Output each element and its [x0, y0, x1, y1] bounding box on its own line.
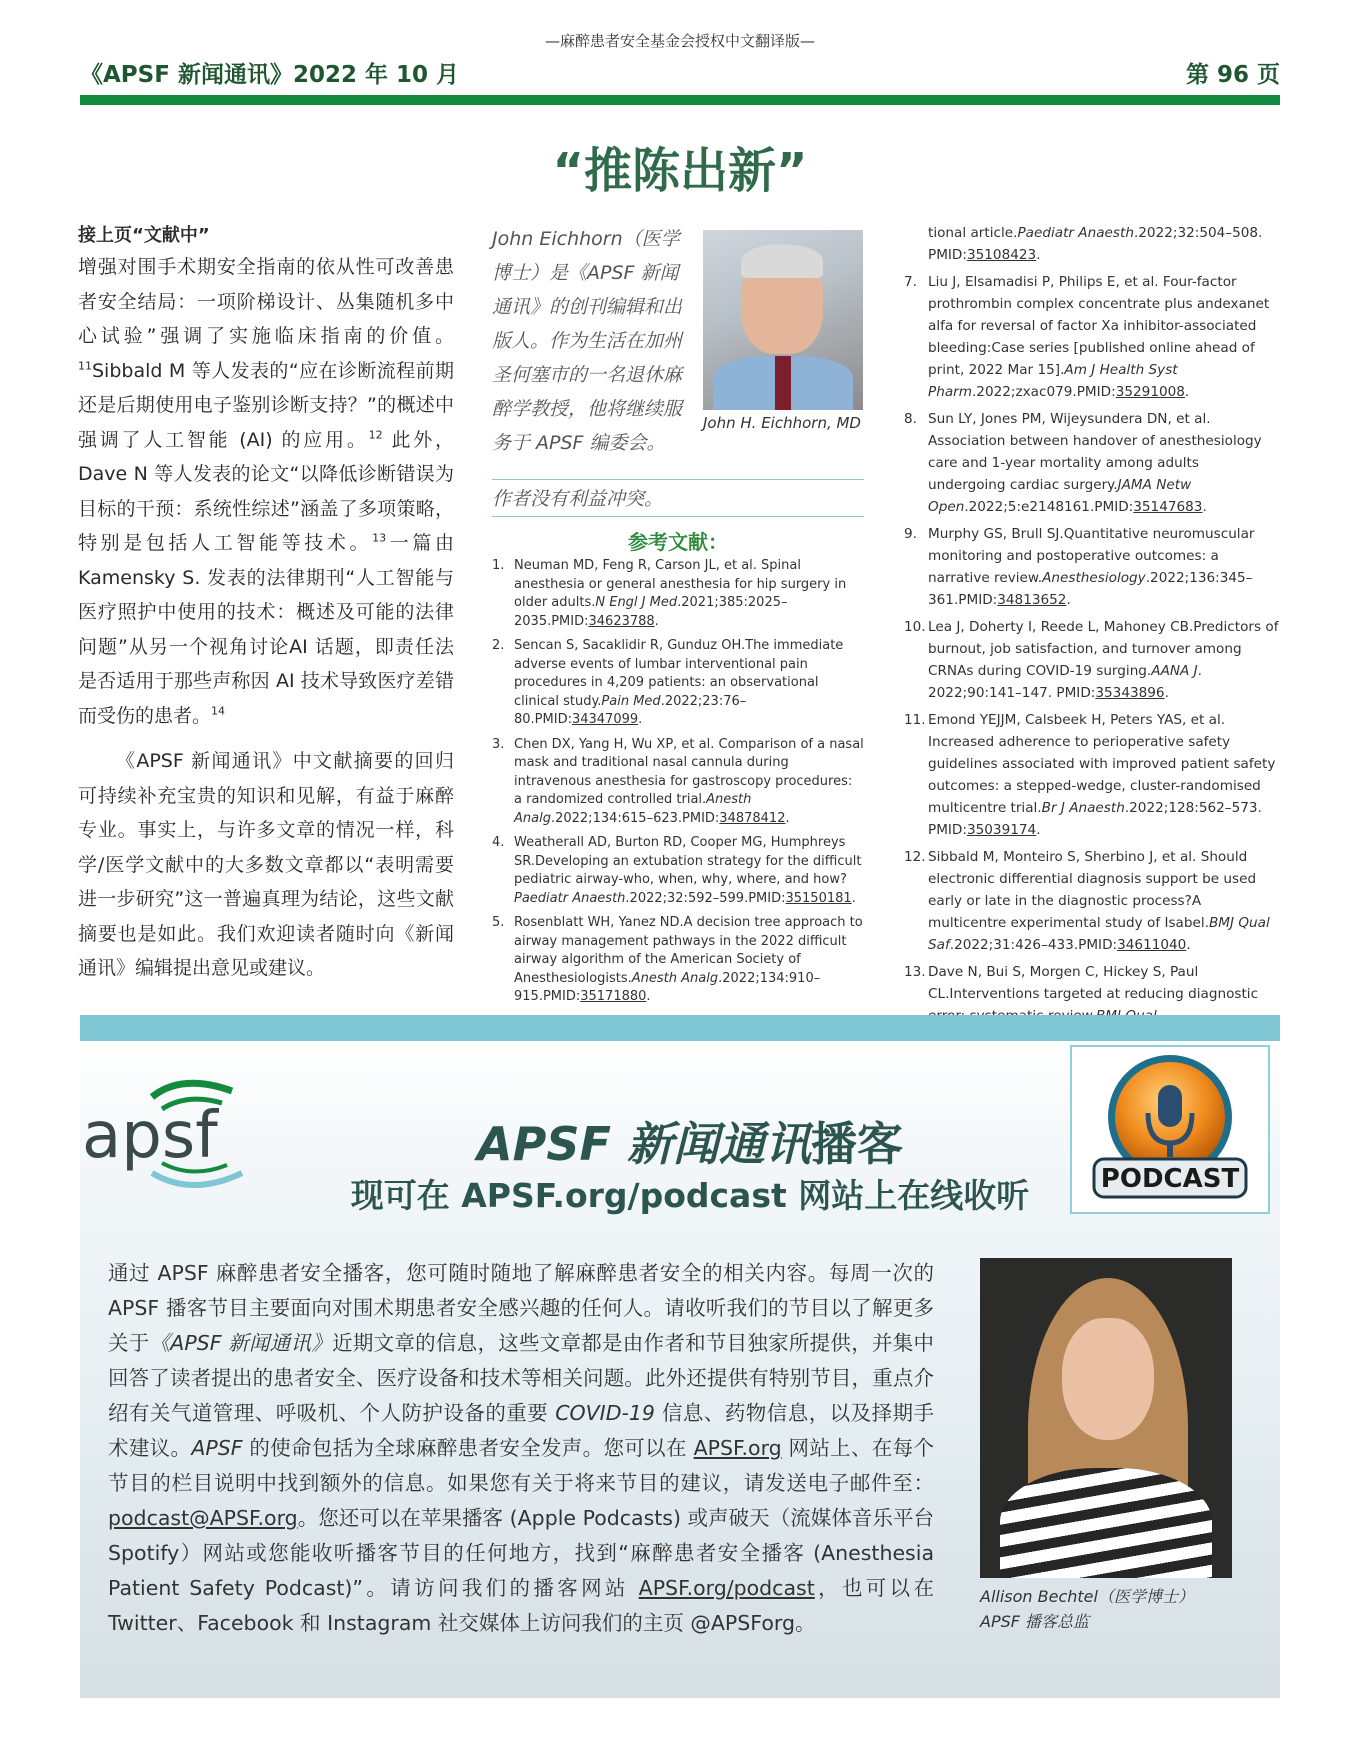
reference-number: 10.: [904, 619, 926, 635]
text-run: 通过 APSF 麻醉患者安全播客，您可随时随地了解麻醉患者安全的相关内容。每周一次的 APSF 播客节目主要面向对围术期患者安全感兴趣的任何人。请收听我们的节目以了解更多关于: [108, 1261, 934, 1355]
reference-text: Liu J, Elsamadisi P, Philips E, et al. Four-factor prothrombin complex concentrate plus andexanet alfa for reversal of factor Xa inhibitor-associated bleeding:Case series [published online ahead of print, 2022 Mar 15].: [928, 274, 1270, 378]
reference-pmid-link[interactable]: 35039174: [966, 822, 1037, 838]
reference-citation: .2021;385:2025–2035.PMID:: [514, 595, 788, 629]
reference-item: [904, 616, 1280, 704]
podcast-subtitle: 现可在 APSF.org/podcast 网站上在线收听: [350, 1176, 1030, 1215]
reference-text: Sun LY, Jones PM, Wijeysundera DN, et al. Association between handover of anesthesiology care and 1-year mortality among adults undergoing cardiac surgery.: [928, 411, 1262, 493]
reference-item: [492, 914, 864, 1007]
reference-pmid-link[interactable]: 34623788: [588, 613, 655, 629]
text-run: COVID-19: [555, 1401, 655, 1425]
reference-citation: .2022;5:e2148161.PMID:: [964, 499, 1134, 515]
reference-number: 12.: [904, 849, 926, 865]
author-photo: [703, 230, 863, 410]
reference-end: .: [1036, 822, 1041, 838]
text-run: 增强对围手术期安全指南的依从性可改善患者安全结局：一项阶梯设计、丛集随机多中心试验”强调了实施临床指南的价值。: [78, 256, 454, 347]
header-rule: [80, 95, 1280, 105]
reference-text: Dave N, Bui S, Morgen C, Hickey S, Paul CL.Interventions targeted at reducing diagnostic: [928, 964, 1259, 1002]
podcast-email-link[interactable]: podcast@APSF.org: [108, 1506, 298, 1530]
paragraph: 《APSF 新闻通讯》中文献摘要的回归可持续补充宝贵的知识和见解，有益于麻醉专业。事实上，与许多文章的情况一样，科学/医学文献中的大多数文章都以“表明需要进一步研究”这一普遍真理为结论，这些文献摘要也是如此。我们欢迎读者随时向《新闻通讯》编辑提出意见或建议。: [78, 750, 454, 979]
citation-ref: 12: [368, 428, 383, 442]
reference-pmid-link[interactable]: 35147683: [1133, 499, 1203, 515]
section-divider-bar: [80, 1015, 1280, 1041]
text-run: Sibbald M 等人发表的“应在诊断流程前期还是后期使用电子鉴别诊断支持？”的概述中强调了人工智能 (AI) 的应用。: [78, 359, 454, 451]
reference-journal: Br J Anaesth: [1041, 800, 1125, 816]
reference-item: [904, 271, 1280, 403]
reference-citation: .2022;32:592–599.PMID:: [625, 890, 786, 906]
reference-journal: Paediatr Anaesth: [1017, 225, 1134, 241]
reference-text: tional article.: [928, 225, 1018, 241]
reference-item: [904, 709, 1280, 841]
reference-citation: .2022;31:426–433.PMID:: [949, 937, 1118, 953]
reference-pmid-link[interactable]: 35150181: [785, 890, 852, 906]
reference-end: .: [1184, 384, 1190, 400]
reference-journal: Am J Health Syst Pharm: [928, 362, 1178, 400]
reference-item: [904, 846, 1280, 956]
reference-journal: N Engl J Med: [595, 595, 678, 610]
reference-end: .: [1202, 499, 1207, 515]
divider: [492, 479, 864, 480]
article-title: “推陈出新”: [552, 143, 808, 199]
reference-pmid-link[interactable]: 35343896: [1095, 685, 1165, 701]
reference-item: [904, 523, 1280, 611]
reference-pmid-link[interactable]: 35291008: [1115, 384, 1185, 400]
reference-journal: Pain Med: [601, 693, 661, 709]
reference-number: 11.: [904, 712, 926, 728]
podcast-icon-label: PODCAST: [1100, 1164, 1240, 1194]
reference-text: Emond YEJJM, Calsbeek H, Peters YAS, et al. Increased adherence to perioperative safety guidelines associated with improved patient safety outcomes: a stepped-wedge, cluster-randomised multicentre trial.: [928, 712, 1276, 816]
reference-journal: BMJ Qual Saf: [928, 915, 1270, 953]
article-body: [78, 222, 454, 986]
reference-item: [492, 834, 864, 908]
reference-text: Murphy GS, Brull SJ.Quantitative neuromuscular monitoring and postoperative outcomes: a narrative review.: [928, 526, 1255, 586]
reference-end: .: [1164, 685, 1169, 701]
text-run: APSF: [191, 1436, 243, 1460]
reference-number: 4.: [492, 835, 505, 850]
reference-citation: .2022;32:504–508. PMID:: [928, 225, 1263, 263]
reference-citation: .2022;23:76–80.PMID:: [514, 693, 747, 727]
host-photo: [980, 1258, 1232, 1578]
citation-ref: 11: [78, 359, 92, 373]
divider: [492, 516, 864, 517]
reference-citation: .2022;134:615–623.PMID:: [550, 810, 720, 826]
reference-text: Rosenblatt WH, Yanez ND.A decision tree approach to airway management pathways in the 2022 difficult airway algorithm of the American Society of Anesthesiologists.: [514, 915, 863, 986]
reference-journal: Anesth Analg: [631, 970, 719, 986]
reference-item: [904, 408, 1280, 518]
references-list-middle: [492, 557, 864, 1093]
text-run: 近期文章的信息，这些文章都是由作者和节目独家所提供，并集中回答了读者提出的患者安全、医疗设备和技术等相关问题。此外还提供有特别节目，重点介绍有关气道管理、呼吸机、个人防护设备的重要: [108, 1331, 934, 1425]
reference-end: .: [851, 890, 856, 906]
newsletter-issue: 《APSF 新闻通讯》2022 年 10 月: [80, 62, 459, 88]
paragraph: [78, 250, 454, 733]
text-run: 。您还可以在苹果播客 (Apple Podcasts) 或声破天（流媒体音乐平台 Spotify）网站或您能收听播客节目的任何地方，找到“麻醉患者安全播客 (Anesthesia Patient Safety Podcast)”。请访问我们的播客网站: [108, 1506, 934, 1600]
reference-citation: .2022;zxac079.PMID:: [971, 384, 1116, 400]
reference-text: Neuman MD, Feng R, Carson JL, et al. Spinal anesthesia or general anesthesia for hip surgery in older adults.: [514, 558, 847, 610]
reference-number: 3.: [492, 736, 505, 752]
references-heading: 参考文献：: [628, 530, 728, 554]
reference-end: .: [1066, 592, 1071, 608]
podcast-title: [330, 1108, 1050, 1174]
host-role: APSF 播客总监: [980, 1612, 1090, 1631]
reference-number: 2.: [492, 638, 505, 653]
podcast-site-link[interactable]: APSF.org/podcast: [638, 1576, 815, 1600]
reference-journal: JAMA Netw Open: [928, 477, 1192, 515]
podcast-title-tail: 播客: [810, 1117, 903, 1171]
reference-journal: AANA J: [1151, 663, 1198, 679]
translation-banner: —麻醉患者安全基金会授权中文翻译版—: [544, 32, 815, 50]
text-run: 的使命包括为全球麻醉患者安全发声。您可以在: [242, 1436, 694, 1460]
reference-pmid-link[interactable]: 34878412: [719, 810, 786, 826]
reference-journal: Anesthesiology: [1042, 570, 1146, 586]
reference-journal: Anesth Analg: [514, 792, 752, 826]
reference-text: Sibbald M, Monteiro S, Sherbino J, et al. Should electronic differential diagnosis support be used early or late in the diagnostic process?A multicentre experimental study of Isabel.: [928, 849, 1257, 931]
reference-text: Sencan S, Sacaklidir R, Gunduz OH.The immediate adverse events of lumbar interventional pain procedures in 4,209 patients: an observational clinical study.: [514, 638, 844, 709]
reference-citation: . 2022;90:141–147. PMID:: [928, 663, 1202, 701]
citation-ref: 13: [372, 531, 387, 545]
reference-end: .: [654, 613, 659, 629]
reference-text: Lea J, Doherty I, Reede L, Mahoney CB.Predictors of burnout, job satisfaction, and turnover among CRNAs during COVID-19 surging.: [928, 619, 1279, 679]
author-photo-caption: John H. Eichhorn, MD: [703, 414, 861, 432]
reference-number: 7.: [904, 274, 917, 290]
podcast-microphone-icon: [1070, 1045, 1270, 1214]
continued-label: 接上页“文献中”: [78, 225, 210, 246]
author-bio: John Eichhorn（医学博士）是《APSF 新闻通讯》的创刊编辑和出版人。作为生活在加州圣何塞市的一名退休麻醉学教授，他将继续服务于 APSF 编委会。: [492, 228, 683, 454]
conflict-statement: 作者没有利益冲突。: [492, 488, 664, 510]
text-run: 此外，Dave N 等人发表的论文“以降低诊断错误为目标的干预：系统性综述”涵盖了多项策略，特别是包括人工智能等技术。: [78, 428, 454, 554]
reference-pmid-link[interactable]: 34611040: [1117, 937, 1187, 953]
reference-item: [904, 222, 1280, 266]
reference-pmid-link[interactable]: 34347099: [571, 712, 639, 727]
reference-end: .: [1186, 937, 1191, 953]
reference-item: [492, 557, 864, 631]
reference-item: [492, 637, 864, 730]
page-number: 第 96 页: [1185, 62, 1280, 88]
reference-pmid-link[interactable]: 35171880: [580, 989, 647, 1004]
reference-text: Weatherall AD, Burton RD, Cooper MG, Humphreys SR.Developing an extubation strategy for the difficult pediatric airway-who, when, why, where, and how?: [514, 835, 862, 887]
text-run: 一篇由 Kamensky S. 发表的法律期刊“人工智能与医疗照护中使用的技术：概述及可能的法律问题”从另一个视角讨论AI 话题，即责任法是否适用于那些声称因 AI 技术导致医疗差错而受伤的患者。: [78, 532, 454, 727]
reference-citation: .2022;136:345–361.PMID:: [928, 570, 1253, 608]
reference-number: 9.: [904, 526, 917, 542]
host-name: Allison Bechtel（医学博士）: [980, 1587, 1194, 1606]
reference-end: .: [646, 989, 651, 1004]
reference-citation: .2022;134:910–915.PMID:: [514, 970, 821, 1004]
text-run: ，也可以在 Twitter、Facebook 和 Instagram 社交媒体上访问我们的主页 @APSForg。: [108, 1576, 935, 1635]
text-run: 网站上、在每个节目的栏目说明中找到额外的信息。如果您有关于将来节目的建议，请发送电子邮件至：: [108, 1436, 934, 1495]
apsf-logo: [82, 1075, 282, 1199]
reference-text: Chen DX, Yang H, Wu XP, et al. Comparison of a nasal mask and traditional nasal cannula during intravenous anesthesia for gastroscopy procedures: a randomized controlled trial.: [514, 736, 864, 807]
reference-number: 1.: [492, 558, 505, 573]
podcast-description: [108, 1256, 934, 1641]
references-list-right: [904, 222, 1280, 1125]
reference-number: 5.: [492, 915, 505, 930]
citation-ref: 14: [211, 704, 226, 718]
reference-pmid-link[interactable]: 34813652: [997, 592, 1067, 608]
reference-item: [492, 736, 864, 829]
reference-end: .: [1036, 247, 1041, 263]
reference-number: 13.: [904, 964, 926, 980]
apsf-logo-text: apsf: [82, 1099, 218, 1173]
reference-end: .: [785, 810, 790, 826]
reference-pmid-link[interactable]: 35108423: [966, 247, 1037, 263]
reference-number: 8.: [904, 411, 917, 427]
text-run: 《APSF 新闻通讯》: [149, 1331, 333, 1355]
apsf-site-link[interactable]: APSF.org: [693, 1436, 782, 1460]
podcast-title-italic: APSF 新闻通讯: [477, 1117, 811, 1171]
reference-citation: .2022;128:562–573. PMID:: [928, 800, 1262, 838]
reference-journal: Paediatr Anaesth: [514, 890, 626, 906]
reference-end: .: [638, 712, 643, 727]
host-photo-caption: [980, 1584, 1194, 1634]
text-run: 信息、药物信息，以及择期手术建议。: [108, 1401, 935, 1460]
